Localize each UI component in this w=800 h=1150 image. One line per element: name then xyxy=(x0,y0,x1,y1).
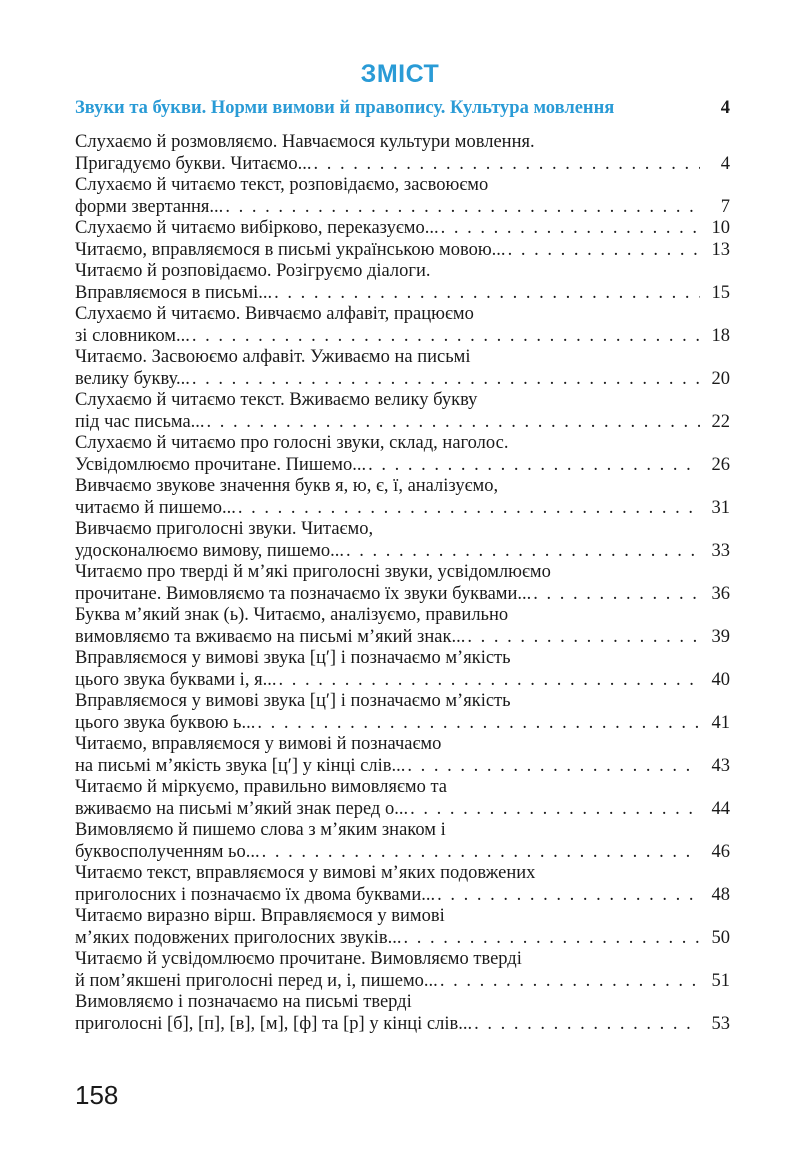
toc-entry[interactable] xyxy=(75,304,730,347)
toc-entry-page: 44 xyxy=(711,798,730,819)
toc-entry-text: буквосполученням ьо... xyxy=(75,841,260,862)
toc-entry[interactable] xyxy=(75,347,730,390)
leader-dots xyxy=(314,154,700,176)
leader-dots xyxy=(192,369,700,391)
toc-entry-text: на письмі м’якість звука [ц′] у кінці слів... xyxy=(75,755,406,776)
toc-entry[interactable] xyxy=(75,734,730,777)
toc-entry-text: Слухаємо й читаємо текст. Вживаємо велику букву xyxy=(75,390,478,410)
toc-entry-page: 4 xyxy=(720,153,730,174)
toc-entry-text: цього звука буквою ь... xyxy=(75,712,256,733)
leader-dots xyxy=(437,885,700,907)
leader-dots xyxy=(278,670,700,692)
section-heading xyxy=(75,98,730,119)
toc-entry-text: Читаємо й розповідаємо. Розігруємо діалоги. xyxy=(75,261,431,281)
toc-entry-text: приголосних і позначаємо їх двома буквами... xyxy=(75,884,436,905)
toc-entry-text: під час письма... xyxy=(75,411,205,432)
toc-entry-text: форми звертання... xyxy=(75,196,224,217)
leader-dots xyxy=(533,584,700,606)
toc-entry-text: Читаємо текст, вправляємося у вимові м’яких подовжених xyxy=(75,863,536,883)
toc-entry-page: 48 xyxy=(711,884,730,905)
leader-dots xyxy=(207,412,700,434)
toc-entry-text: приголосні [б], [п], [в], [м], [ф] та [р] у кінці слів... xyxy=(75,1013,473,1034)
toc-entry-text: Вправляємося у вимові звука [ц′] і позначаємо м’якість xyxy=(75,648,511,668)
toc-entry[interactable] xyxy=(75,519,730,562)
toc-entry[interactable] xyxy=(75,132,730,175)
toc-entry-text: Слухаємо й читаємо про голосні звуки, склад, наголос. xyxy=(75,433,509,453)
section-page: 4 xyxy=(720,98,730,118)
toc-entry-page: 43 xyxy=(711,755,730,776)
toc-entry-page: 31 xyxy=(711,497,730,518)
toc-entry[interactable] xyxy=(75,820,730,863)
page-title: ЗМІСТ xyxy=(360,60,440,88)
toc-entry-page: 7 xyxy=(720,196,730,217)
toc-entry-page: 10 xyxy=(711,218,730,238)
toc-entry-text: Слухаємо й читаємо. Вивчаємо алфавіт, працюємо xyxy=(75,304,474,324)
toc-entry-page: 46 xyxy=(711,841,730,862)
toc-entry[interactable] xyxy=(75,175,730,218)
toc-entry[interactable] xyxy=(75,476,730,519)
toc-entry-text: цього звука буквами і, я... xyxy=(75,669,277,690)
toc-entry[interactable] xyxy=(75,906,730,949)
toc-entry[interactable] xyxy=(75,605,730,648)
leader-dots xyxy=(274,283,700,305)
toc-entry[interactable] xyxy=(75,261,730,304)
toc-entry-text: Читаємо, вправляємося у вимові й позначаємо xyxy=(75,734,442,754)
toc-entry[interactable] xyxy=(75,777,730,820)
toc-entry-page: 40 xyxy=(711,669,730,690)
toc-entry-text: Усвідомлюємо прочитане. Пишемо... xyxy=(75,454,367,475)
toc-entry[interactable] xyxy=(75,433,730,476)
toc-entry-text: велику букву... xyxy=(75,368,190,389)
toc-entry-page: 51 xyxy=(711,970,730,991)
toc-entry-page: 13 xyxy=(711,239,730,260)
toc-entry-text: Слухаємо й розмовляємо. Навчаємося культури мовлення. xyxy=(75,132,535,152)
toc-entry-page: 41 xyxy=(711,712,730,733)
toc-entry-page: 22 xyxy=(711,411,730,432)
toc-entry[interactable] xyxy=(75,390,730,433)
toc-entry-text: Вивчаємо приголосні звуки. Читаємо, xyxy=(75,519,374,539)
toc-entry-page: 15 xyxy=(711,282,730,303)
toc-entry[interactable] xyxy=(75,949,730,992)
toc-entry-page: 18 xyxy=(711,325,730,346)
toc-entry-text: вимовляємо та вживаємо на письмі м’який знак... xyxy=(75,626,466,647)
toc-entry-text: прочитане. Вимовляємо та позначаємо їх звуки буквами... xyxy=(75,583,532,604)
toc-entry-text: Вправляємося у вимові звука [ц′] і позначаємо м’якість xyxy=(75,691,511,711)
leader-dots xyxy=(467,627,700,649)
toc-entry[interactable] xyxy=(75,562,730,605)
leader-dots xyxy=(368,455,700,477)
toc-entry-text: Читаємо про тверді й м’які приголосні звуки, усвідомлюємо xyxy=(75,562,551,582)
toc-entry-text: Читаємо й усвідомлюємо прочитане. Вимовляємо тверді xyxy=(75,949,522,969)
toc-entry-text: Вивчаємо звукове значення букв я, ю, є, ї, аналізуємо, xyxy=(75,476,499,496)
toc-entry[interactable] xyxy=(75,240,730,262)
leader-dots xyxy=(407,756,700,778)
toc-entry-text: читаємо й пишемо... xyxy=(75,497,236,518)
toc-entry-text: удосконалюємо вимову, пишемо... xyxy=(75,540,344,561)
leader-dots xyxy=(192,326,700,348)
toc-entry-text: вживаємо на письмі м’який знак перед о... xyxy=(75,798,409,819)
toc-list xyxy=(75,132,730,1035)
toc-entry-text: Читаємо й міркуємо, правильно вимовляємо та xyxy=(75,777,448,797)
leader-dots xyxy=(238,498,700,520)
toc-entry-text: й пом’якшені приголосні перед и, і, пишемо... xyxy=(75,970,438,991)
toc-entry[interactable] xyxy=(75,218,730,240)
section-title: Звуки та букви. Норми вимови й правопису. Культура мовлення xyxy=(75,98,615,118)
toc-entry-text: Читаємо. Засвоюємо алфавіт. Уживаємо на письмі xyxy=(75,347,471,367)
leader-dots xyxy=(508,240,700,262)
toc-entry-page: 26 xyxy=(711,454,730,475)
leader-dots xyxy=(257,713,700,735)
toc-entry-text: Слухаємо й читаємо вибірково, переказуємо... xyxy=(75,218,439,238)
toc-entry-page: 39 xyxy=(711,626,730,647)
toc-entry-text: Буква м’який знак (ь). Читаємо, аналізуємо, правильно xyxy=(75,605,509,625)
toc-entry[interactable] xyxy=(75,863,730,906)
toc-entry-page: 36 xyxy=(711,583,730,604)
toc-entry-text: Вправляємося в письмі... xyxy=(75,282,273,303)
toc-entry-text: м’яких подовжених приголосних звуків... xyxy=(75,927,402,948)
toc-entry-page: 50 xyxy=(711,927,730,948)
toc-entry-text: Читаємо виразно вірш. Вправляємося у вимові xyxy=(75,906,445,926)
leader-dots xyxy=(440,971,700,993)
toc-entry-page: 53 xyxy=(711,1013,730,1034)
page-number: 158 xyxy=(75,1080,119,1110)
toc-entry[interactable] xyxy=(75,691,730,734)
toc-entry-text: Слухаємо й читаємо текст, розповідаємо, засвоюємо xyxy=(75,175,489,195)
leader-dots xyxy=(225,197,700,219)
toc-entry-page: 33 xyxy=(711,540,730,561)
leader-dots xyxy=(474,1014,700,1036)
toc-entry-text: Вимовляємо і позначаємо на письмі тверді xyxy=(75,992,412,1012)
toc-entry-text: Вимовляємо й пишемо слова з м’яким знаком і xyxy=(75,820,446,840)
toc-entry-text: зі словником... xyxy=(75,325,190,346)
toc-entry-text: Пригадуємо букви. Читаємо... xyxy=(75,153,312,174)
leader-dots xyxy=(346,541,700,563)
leader-dots xyxy=(410,799,700,821)
toc-entry[interactable] xyxy=(75,648,730,691)
toc-entry-text: Читаємо, вправляємося в письмі українською мовою... xyxy=(75,239,506,260)
toc-entry[interactable] xyxy=(75,992,730,1035)
leader-dots xyxy=(441,218,700,240)
leader-dots xyxy=(403,928,700,950)
leader-dots xyxy=(262,842,700,864)
toc-entry-page: 20 xyxy=(711,368,730,389)
